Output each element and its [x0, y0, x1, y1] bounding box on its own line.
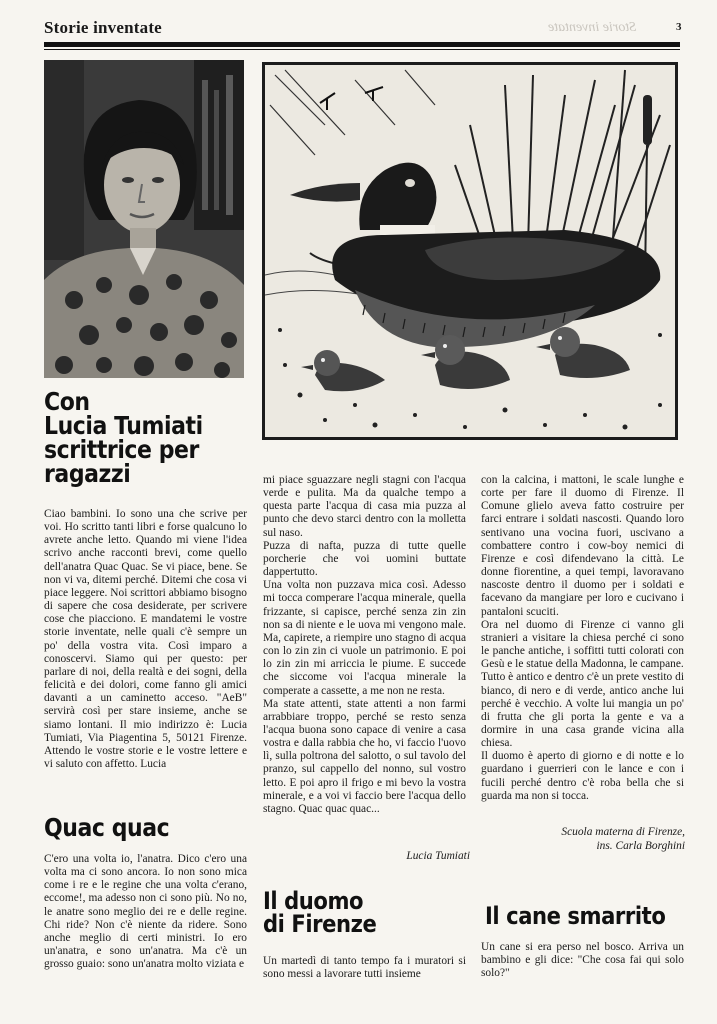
header-rule-thin — [44, 49, 680, 50]
article-headline — [44, 387, 255, 488]
paragraph: Puzza di nafta, puzza di tutte quelle porcherie che voi uomini buttate dappertutto. — [263, 539, 466, 579]
duomo-text: Un martedì di tanto tempo fa i muratori si sono messi a lavorare tutti insieme — [263, 955, 466, 981]
duck-drawing — [265, 65, 675, 437]
duomo-headline — [263, 887, 439, 938]
duck-illustration — [262, 62, 678, 440]
quac-quac-text: C'ero una volta io, l'anatra. Dico c'ero una volta ma ci sono ancora. Io non sono mica come i re e le regine che una volta c'erano, eccome!, ma adesso non ci sono più. No no, le anatre sono meglio dei re e delle regine. Chi ride? Non c'è niente da ridere. Sono anche meglio di certi ministri. Io ero un'anatra, e sono un'anatra. Ma c'è un grosso guaio: sono un'anatra molto viziata e — [44, 853, 247, 971]
cane-smarrito-headline: Il cane smarrito — [485, 902, 666, 930]
quac-quac-continued-column — [263, 474, 466, 816]
show-through-text: Storie inventate — [548, 20, 637, 35]
quac-quac-body — [44, 853, 247, 971]
headline-line: Lucia Tumiati — [44, 411, 203, 440]
paragraph: Ma state attenti, state attenti a non farmi arrabbiare troppo, perché se resto senza l'acqua buona sono capace di venire a casa vostra e dalla rabbia che ho, vi faccio l'uovo lì, sulla poltrona del salotto, o sul tavolo del pranzo, sul cappello del nonno, sul vostro letto. E poi apro il frigo e mi bevo la vostra minerale, e a voi vi faccio bere l'acqua dello stagno. Quac quac quac... — [263, 697, 466, 815]
author-signature: Lucia Tumiati — [406, 850, 470, 862]
headline-line: di Firenze — [263, 910, 377, 938]
paragraph: mi piace sguazzare negli stagni con l'acqua verde e pulita. Ma da qualche tempo a questa parte l'acqua di casa mia puzza al punto che devo starci dentro con la molletta sul naso. — [263, 474, 466, 539]
headline-line: scrittrice per — [44, 435, 199, 464]
cane-smarrito-text: Un cane si era perso nel bosco. Arriva un bambino e gli dice: "Che cosa fai qui solo solo?" — [481, 941, 684, 980]
author-letter-text: Ciao bambini. Io sono una che scrive per voi. Ho scritto tanti libri e forse qualcuno lo avrete anche letto. Quando mi viene l'idea scrivo anche racconti brevi, come quello dell'anatra Quac Quac. Se vi piace, bene. Se non vi va, ditemi perché. Ditemi che cosa vi piace leggere. Noi scrittori abbiamo bisogno di sapere che cosa desiderate, per scrivere cose che piacciono. E mandatemi le vostre storie inventate, nelle quali c'è sempre un po' della vostra vita. Così imparo a conoscervi. Siamo qui per questo: per parlare di noi, della realtà e dei sogni, della felicità e dei dolori, come fanno gli amici davanti a un caminetto acceso. "AeB" servirà così per stare insieme, anche se siamo lontani. Il mio indirizzo è: Lucia Tumiati, Via Piagentina 5, 50121 Firenze. Attendo le vostre storie e le vostre lettere e vi saluto con affetto. Lucia — [44, 508, 247, 770]
credit-teacher: ins. Carla Borghini — [596, 839, 685, 852]
headline-line: Il duomo — [263, 887, 364, 915]
header-rule-thick — [44, 42, 680, 47]
paragraph: Ora nel duomo di Firenze ci vanno gli stranieri a visitare la chiesa perché ci sono le panche antiche, i soffitti tutti colorati con Gesù e le statue della Madonna, le campane. — [481, 618, 684, 671]
paragraph: Una volta non puzzava mica così. Adesso mi tocca comperare l'acqua minerale, quella frizzante, si capisce, perché senza zin zin non sa di niente e le uova mi vengono male. Ma, capirete, a riempire uno stagno di acqua con lo zin zin ci vuole un patrimonio. E poi lo zin zin mi arriccia le piume. E succede che siccome voi l'acqua minerale la comperate a cassette, a me non ne resta. — [263, 579, 466, 697]
paragraph: con la calcina, i mattoni, le scale lunghe e corte per fare il duomo di Firenze. Il Comune glielo aveva fatto costruire per farci entrare i soldati nascosti. Quando loro sentivano una vocina fuori, uscivano a combattere contro i cow-boy nemici di Firenze e così difendevano la città. Le donne fiorentine, a quei tempi, lavoravano nascoste dentro il duomo per i soldati e facevano da mangiare per loro e cucivano i pantaloni scuciti. — [481, 474, 684, 618]
school-credit — [481, 826, 685, 853]
page-number: 3 — [676, 21, 682, 33]
duomo-continued-column — [481, 474, 684, 803]
credit-school: Scuola materna di Firenze, — [561, 826, 685, 838]
section-title: Storie inventate — [44, 18, 162, 37]
author-portrait-image — [44, 60, 244, 378]
cane-smarrito-body — [481, 941, 684, 980]
headline-line: ragazzi — [44, 459, 131, 488]
headline-line: Con — [44, 387, 90, 416]
paragraph: Il duomo è aperto di giorno e di notte e lo guardano i guerrieri con le lance e con i fucili perché dentro c'è roba bella che si guarda ma non si tocca. — [481, 750, 684, 802]
paragraph: Tutto è antico e dentro c'è un prete vestito di bianco, di nero e di verde, antico anche lui perché è vecchio. A volte lui mangia un po' di frutta che gli porta la gente e va a dormire in una casa grande vicina alla chiesa. — [481, 671, 684, 750]
author-photo — [44, 60, 244, 378]
author-letter-column — [44, 508, 247, 771]
quac-quac-headline: Quac quac — [44, 813, 170, 842]
duomo-body — [263, 955, 466, 981]
